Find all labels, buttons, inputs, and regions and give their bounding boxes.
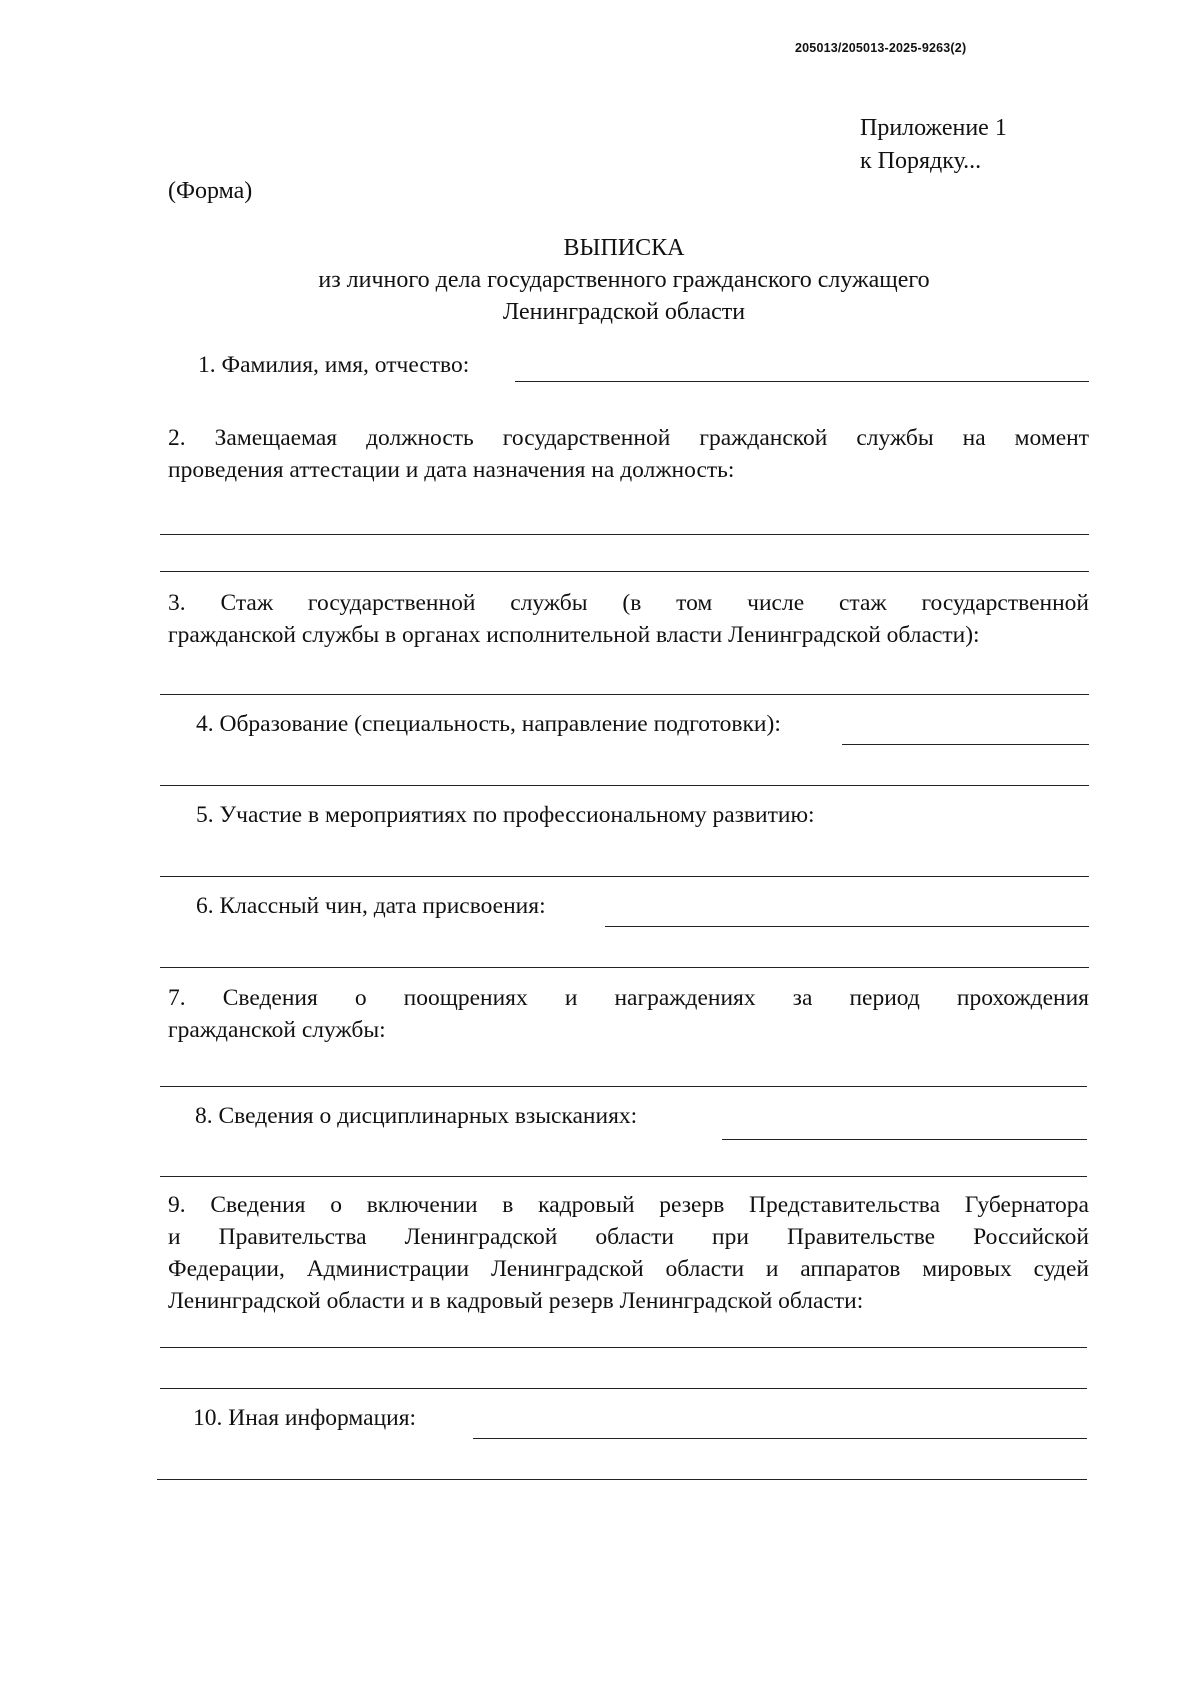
- item-1-fill-line[interactable]: [515, 381, 1089, 382]
- item-8-fill-line-2[interactable]: [160, 1176, 1087, 1177]
- item-2-label-line-1: 2. Замещаемая должность государственной гражданской службы на момент: [168, 425, 1089, 451]
- item-2-fill-line-2[interactable]: [160, 571, 1089, 572]
- appendix-line-2: к Порядку...: [860, 148, 982, 174]
- item-8-label: 8. Сведения о дисциплинарных взысканиях:: [195, 1103, 638, 1129]
- item-3-label-line-1: 3. Стаж государственной службы (в том числе стаж государственной: [168, 590, 1089, 616]
- item-1-label: 1. Фамилия, имя, отчество:: [198, 352, 470, 378]
- item-9-fill-line-2[interactable]: [160, 1388, 1087, 1389]
- item-3-fill-line[interactable]: [160, 694, 1089, 695]
- item-7-label-line-1: 7. Сведения о поощрениях и награждениях за период прохождения: [168, 985, 1089, 1011]
- title-line-2: из личного дела государственного гражданского служащего: [318, 267, 930, 293]
- title-line-3: Ленинградской области: [502, 299, 746, 325]
- form-label: (Форма): [168, 178, 253, 204]
- item-10-fill-line-2[interactable]: [157, 1479, 1087, 1480]
- item-3-label-line-2: гражданской службы в органах исполнительной власти Ленинградской области):: [168, 622, 980, 648]
- item-9-label-line-4: Ленинградской области и в кадровый резерв Ленинградской области:: [168, 1288, 864, 1314]
- item-6-fill-line-1[interactable]: [605, 926, 1089, 927]
- item-2-fill-line-1[interactable]: [160, 534, 1089, 535]
- appendix-reference: [860, 112, 1007, 178]
- item-4-label: 4. Образование (специальность, направление подготовки):: [196, 711, 781, 737]
- item-7-fill-line[interactable]: [160, 1086, 1087, 1087]
- item-6-label: 6. Классный чин, дата присвоения:: [196, 893, 546, 919]
- item-5-label: 5. Участие в мероприятиях по профессиональному развитию:: [196, 802, 815, 828]
- item-9-label-line-2: и Правительства Ленинградской области при Правительстве Российской: [168, 1224, 1089, 1250]
- item-2-label-line-2: проведения аттестации и дата назначения на должность:: [168, 457, 735, 483]
- item-4-fill-line-1[interactable]: [842, 744, 1089, 745]
- item-4-fill-line-2[interactable]: [160, 785, 1089, 786]
- item-8-fill-line-1[interactable]: [722, 1139, 1087, 1140]
- item-5-fill-line[interactable]: [160, 876, 1089, 877]
- item-10-fill-line-1[interactable]: [473, 1438, 1087, 1439]
- item-10-label: 10. Иная информация:: [193, 1405, 417, 1431]
- item-9-label-line-1: 9. Сведения о включении в кадровый резерв Представительства Губернатора: [168, 1192, 1089, 1218]
- item-9-label-line-3: Федерации, Администрации Ленинградской области и аппаратов мировых судей: [168, 1256, 1089, 1282]
- item-7-label-line-2: гражданской службы:: [168, 1017, 386, 1043]
- appendix-line-1: Приложение 1: [860, 115, 1007, 141]
- document-registration-number: 205013/205013-2025-9263(2): [795, 41, 967, 55]
- title-main: ВЫПИСКА: [563, 235, 685, 261]
- document-title: [168, 232, 1080, 328]
- item-6-fill-line-2[interactable]: [160, 967, 1089, 968]
- item-9-fill-line-1[interactable]: [160, 1347, 1087, 1348]
